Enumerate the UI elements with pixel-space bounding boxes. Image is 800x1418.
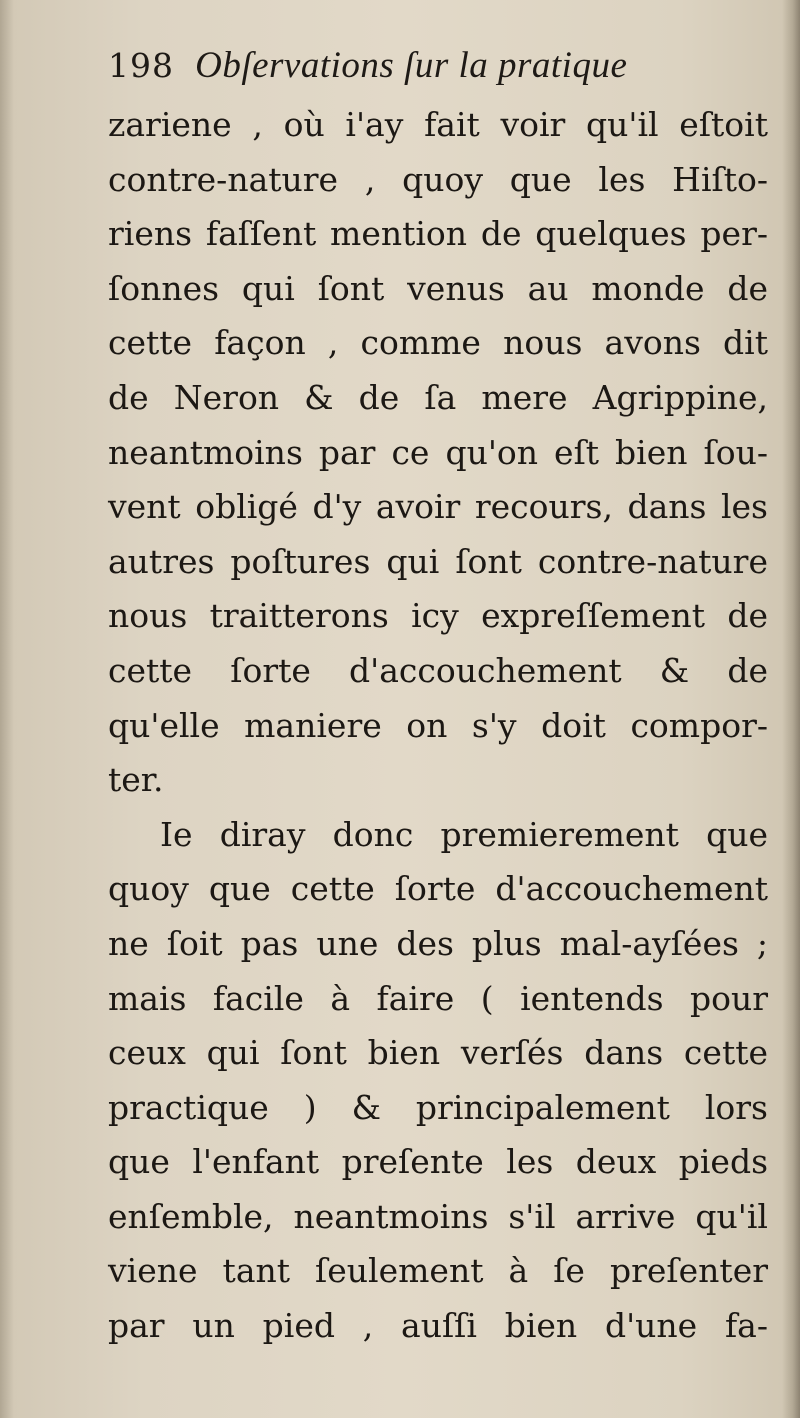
text-line: enſemble, neantmoins s'il arrive qu'il [108, 1196, 768, 1236]
text-line: viene tant ſeulement à ſe preſenter [108, 1251, 768, 1291]
running-head: Obſervations ſur la pratique [195, 45, 628, 86]
text-line: mais facile à faire ( ientends pour [108, 978, 768, 1018]
text-line: contre-nature , quoy que les Hiſto- [108, 159, 768, 199]
text-line: cette ſorte d'accouchement & de [108, 650, 768, 690]
text-line: de Neron & de ſa mere Agrippine, [108, 377, 768, 417]
page-header [108, 44, 748, 98]
text-line: neantmoins par ce qu'on eſt bien ſou- [108, 432, 768, 472]
body-text [108, 98, 768, 1354]
text-line: autres poſtures qui ſont contre-nature [108, 541, 768, 581]
text-line: qu'elle maniere on s'y doit compor- [108, 705, 768, 745]
text-line: ne ſoit pas une des plus mal-ayſées ; [108, 923, 768, 963]
page-gutter-shadow [0, 0, 14, 1418]
page-number: 198 [108, 46, 174, 85]
text-line: riens faſſent mention de quelques per- [108, 214, 768, 254]
text-line: ſonnes qui ſont venus au monde de [108, 268, 768, 308]
text-line: que l'enfant preſente les deux pieds [108, 1142, 768, 1182]
text-line: quoy que cette ſorte d'accouchement [108, 869, 768, 909]
text-line: par un pied , auſſi bien d'une fa- [108, 1306, 768, 1346]
paragraph-start-line: Ie diray donc premierement que [160, 814, 768, 854]
text-line: practique ) & principalement lors [108, 1087, 768, 1127]
text-line: ceux qui ſont bien verſés dans cette [108, 1033, 768, 1073]
text-line: nous traitterons icy expreſſement de [108, 596, 768, 636]
text-line: cette façon , comme nous avons dit [108, 323, 768, 363]
page-edge-shadow [782, 0, 800, 1418]
paragraph-end-line: ter. [108, 760, 164, 800]
text-line: zariene , où i'ay fait voir qu'il eſtoit [108, 105, 768, 144]
text-line: vent obligé d'y avoir recours, dans les [108, 487, 768, 527]
